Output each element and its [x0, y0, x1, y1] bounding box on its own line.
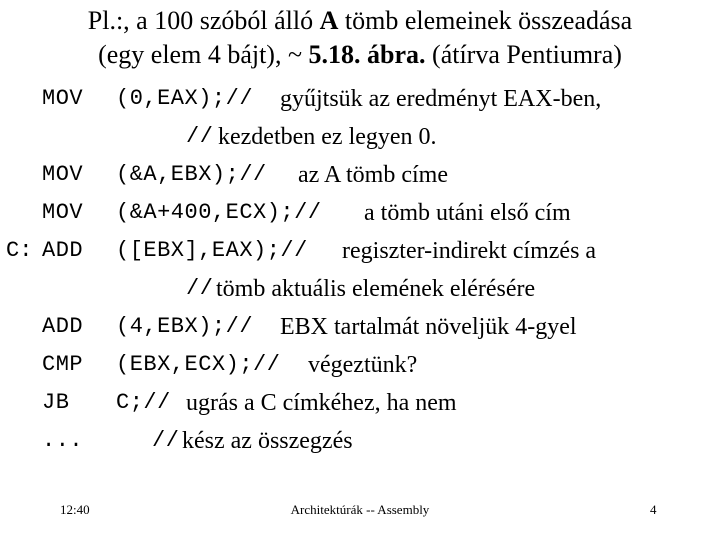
- code-label: C:: [6, 238, 33, 263]
- code-comment: a tömb utáni első cím: [364, 200, 571, 226]
- title-text-2c: (átírva Pentiumra): [425, 40, 622, 69]
- title-line-1: [0, 4, 720, 38]
- title-text-2a: (egy elem 4 bájt), ~: [98, 40, 309, 69]
- code-comment: kész az összegzés: [182, 428, 353, 454]
- code-comment: kezdetben ez legyen 0.: [218, 124, 437, 150]
- code-arg: //: [186, 124, 214, 149]
- code-arg: (0,EAX);//: [116, 86, 254, 111]
- title-text-1a: Pl.:, a 100 szóból álló: [87, 6, 320, 35]
- code-op: MOV: [42, 200, 84, 225]
- code-arg: (&A,EBX);//: [116, 162, 267, 187]
- code-op: MOV: [42, 86, 84, 111]
- code-op: ADD: [42, 238, 84, 263]
- code-comment: végeztünk?: [308, 352, 418, 378]
- code-comment: regiszter-indirekt címzés a: [342, 238, 597, 264]
- code-comment: EBX tartalmát növeljük 4-gyel: [280, 314, 577, 340]
- code-arg: C;//: [116, 390, 171, 415]
- code-op: ...: [42, 428, 84, 453]
- code-arg: ([EBX],EAX);//: [116, 238, 308, 263]
- footer-page-number: 4: [650, 502, 657, 517]
- footer-title: Architektúrák -- Assembly: [290, 502, 430, 517]
- title-line-2: [0, 38, 720, 72]
- title-text-2b: 5.18. ábra.: [308, 40, 426, 69]
- code-arg: (EBX,ECX);//: [116, 352, 281, 377]
- code-op: ADD: [42, 314, 84, 339]
- code-op: JB: [42, 390, 70, 415]
- title-text-1c: tömb elemeinek összeadása: [338, 6, 633, 35]
- title-text-1b: A: [319, 6, 339, 35]
- code-arg: (&A+400,ECX);//: [116, 200, 322, 225]
- code-arg: //: [186, 276, 214, 301]
- code-op: MOV: [42, 162, 84, 187]
- code-comment: tömb aktuális elemének elérésére: [216, 276, 536, 302]
- code-comment: ugrás a C címkéhez, ha nem: [186, 390, 457, 416]
- code-op: CMP: [42, 352, 84, 377]
- code-comment: gyűjtsük az eredményt EAX-ben,: [280, 86, 602, 112]
- code-comment: az A tömb címe: [298, 162, 448, 188]
- code-arg: //: [152, 428, 180, 453]
- code-arg: (4,EBX);//: [116, 314, 254, 339]
- footer-time: 12:40: [60, 502, 90, 517]
